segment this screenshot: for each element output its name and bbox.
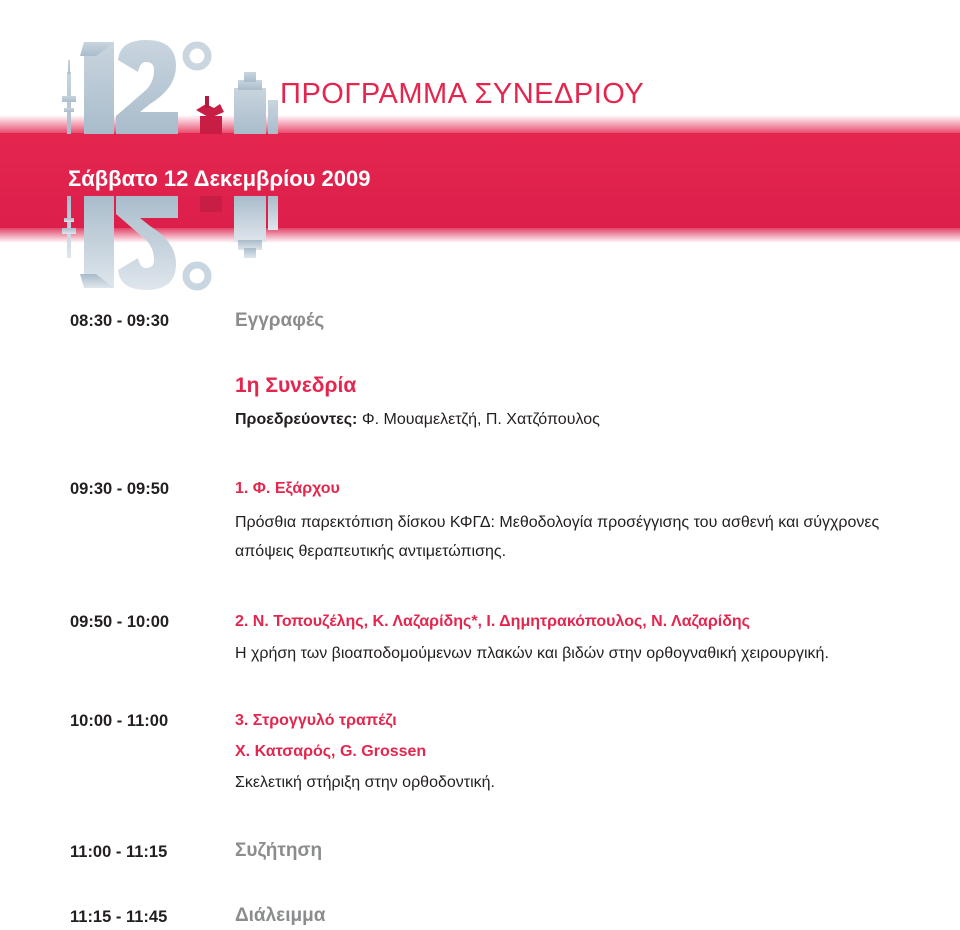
break-time: 11:15 - 11:45 [70, 908, 168, 926]
talk-3-title-line1: Σκελετική στήριξη στην ορθοδοντική. [235, 774, 495, 791]
talk-1-title-line1: Πρόσθια παρεκτόπιση δίσκου ΚΦΓΔ: Μεθοδολογία προσέγγισης του ασθενή και σύγχρονες [235, 514, 880, 531]
chairs-label: Προεδρεύοντες: [235, 411, 358, 428]
registration-label: Εγγραφές [235, 310, 325, 331]
talk-2-time: 09:50 - 10:00 [70, 613, 170, 631]
talk-1-title-line2: απόψεις θεραπευτικής αντιμετώπισης. [235, 543, 507, 560]
session-chairs [235, 411, 600, 429]
conference-date: Σάββατο 12 Δεκεμβρίου 2009 [68, 166, 371, 191]
talk-2-authors: 2. Ν. Τοπουζέλης, Κ. Λαζαρίδης*, Ι. Δημητρακόπουλος, Ν. Λαζαρίδης [235, 613, 750, 630]
program-title: ΠΡΟΓΡΑΜΜΑ ΣΥΝΕΔΡΙΟΥ [280, 78, 645, 110]
session-title: 1η Συνεδρία [235, 374, 357, 397]
break-label: Διάλειμμα [235, 905, 326, 926]
talk-1-time: 09:30 - 09:50 [70, 480, 170, 498]
header-banner [0, 0, 960, 300]
talk-3-authors: 3. Στρογγυλό τραπέζι [235, 712, 397, 729]
discussion-time: 11:00 - 11:15 [70, 843, 168, 861]
talk-2-title-line1: Η χρήση των βιοαποδομούμενων πλακών και βιδών στην ορθογναθική χειρουργική. [235, 645, 829, 662]
talk-3-panelists: Χ. Κατσαρός, G. Grossen [235, 743, 427, 760]
talk-1-authors: 1. Φ. Εξάρχου [235, 480, 340, 497]
talk-3-time: 10:00 - 11:00 [70, 712, 169, 730]
registration-time: 08:30 - 09:30 [70, 312, 170, 330]
chairs-names: Φ. Μουαμελετζή, Π. Χατζόπουλος [361, 411, 600, 428]
discussion-label: Συζήτηση [235, 840, 323, 861]
conference-logo-skyline [0, 0, 300, 300]
